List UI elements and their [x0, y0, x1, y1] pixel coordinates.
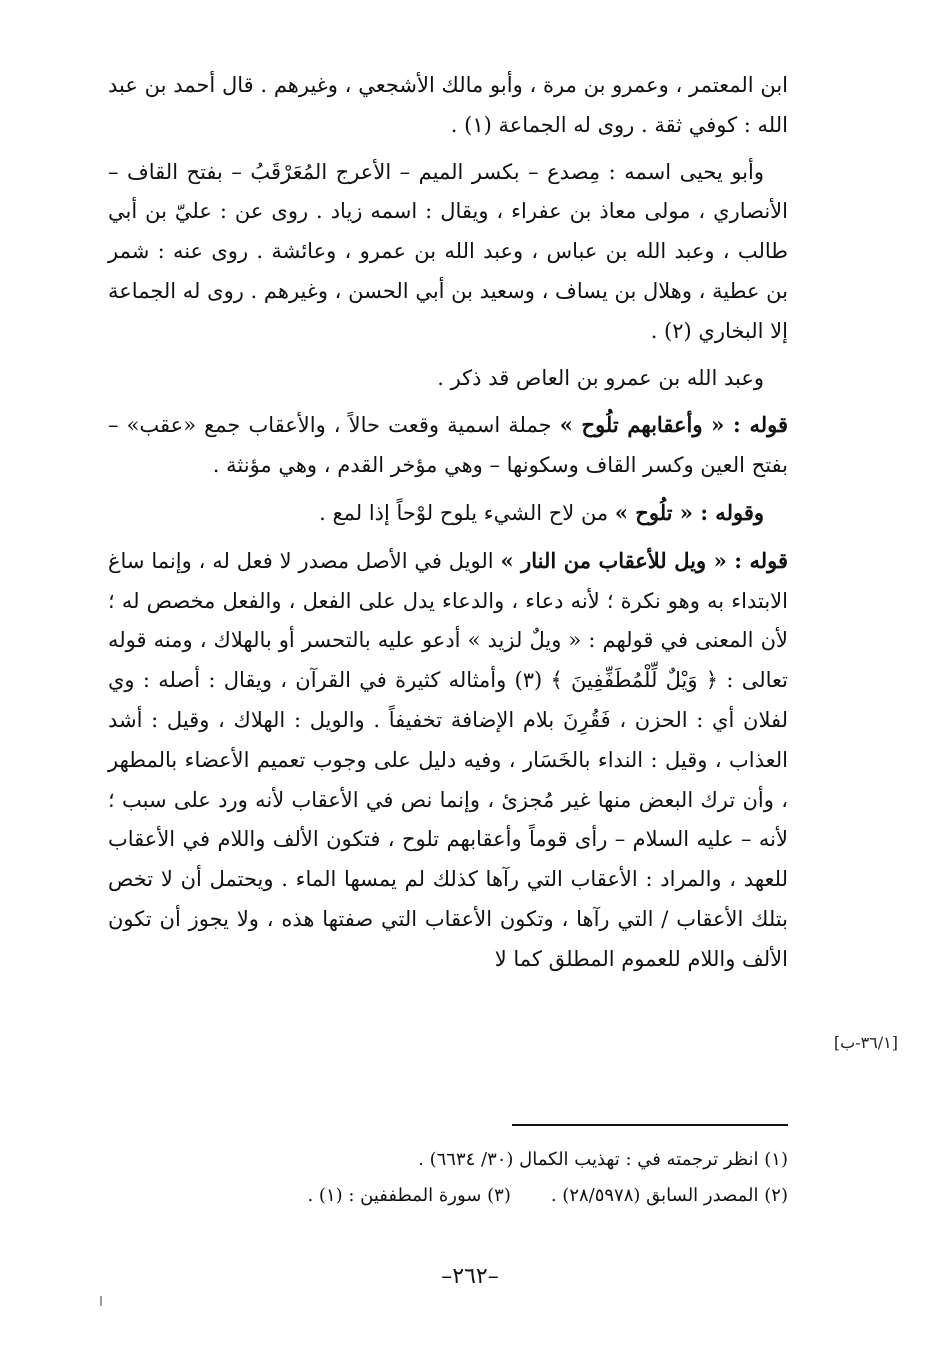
paragraph-5-text: من لاح الشيء يلوح لوْحاً إذا لمع .: [319, 500, 615, 525]
footnote-2: (٢) المصدر السابق (٢٨/٥٩٧٨) .: [550, 1185, 788, 1206]
paragraph-5: [108, 493, 788, 534]
page-number: –٢٦٢–: [441, 1264, 499, 1289]
footnote-divider: [512, 1124, 788, 1126]
quote-heading-2: وقوله : « تلُوح »: [614, 499, 764, 525]
main-text: [108, 66, 788, 987]
paragraph-6: [108, 541, 788, 980]
quote-heading-1: قوله : « وأعقابهم تلُوح »: [559, 412, 788, 438]
paragraph-2: وأبو يحيى اسمه : مِصدع – بكسر الميم – الأعرج المُعَرْقَبُ – بفتح القاف – الأنصاري ، مولى معاذ بن عفراء ، ويقال : اسمه زياد . روى عن : عليّ بن أبي طالب ، وعبد الله بن عباس ، وعبد الله بن عمرو ، وعائشة . روى عنه : شمر بن عطية ، وهلال بن يساف ، وسعيد بن أبي الحسن ، وغيرهم . روى له الجماعة إلا البخاري (٢) .: [108, 159, 788, 343]
paragraph-3: وعبد الله بن عمرو بن العاص قد ذكر .: [437, 365, 764, 390]
paragraph-4: [108, 405, 788, 486]
paragraph-4-text: جملة اسمية وقعت حالاً ، والأعقاب جمع «عقب» – بفتح العين وكسر القاف وسكونها – وهي مؤخر القدم ، وهي مؤنثة .: [108, 413, 788, 478]
paragraph-6-text: الويل في الأصل مصدر لا فعل له ، وإنما ساغ الابتداء به وهو نكرة ؛ لأنه دعاء ، والدعاء يدل على الفعل ، والفعل مخصص له ؛ لأن المعنى في قولهم : « ويلٌ لزيد » أدعو عليه بالتحسر أو بالهلاك ، ومنه قوله تعالى : ﴿ وَيْلٌ لِّلْمُطَفِّفِينَ ﴾ (٣) وأمثاله كثيرة في القرآن ، ويقال : أصله : وي لفلان أي : الحزن ، فَقُرِنَ بلام الإضافة تخفيفاً . والويل : الهلاك ، وقيل : أشد العذاب ، وقيل : النداء بالخَسَار ، وفيه دليل على وجوب تعميم الأعضاء بالمطهر ، وأن ترك البعض منها غير مُجزئ ، وإنما نص في الأعقاب لأنه ورد على سبب ؛ لأنه – عليه السلام – رأى قوماً وأعقابهم تلوح ، فتكون الألف واللام في الأعقاب للعهد ، والمراد : الأعقاب التي رآها كذلك لم يمسها الماء . ويحتمل أن لا تخص بتلك الأعقاب / التي رآها ، وتكون الأعقاب التي صفتها هذه ، ولا يجوز أن تكون الألف واللام للعموم المطلق كما لا: [108, 548, 788, 971]
footnote-3: (٣) سورة المطففين : (١) .: [307, 1185, 511, 1206]
footnote-row-2: [108, 1178, 788, 1214]
manuscript-folio-note: [٣٦/١-ب]: [833, 1033, 898, 1052]
footnote-1: (١) انظر ترجمته في : تهذيب الكمال (٣٠/ ٦٦٣٤) .: [418, 1149, 788, 1170]
scan-edge-mark: [100, 1296, 102, 1306]
footnotes: [108, 1142, 788, 1214]
quote-heading-3: قوله : « ويل للأعقاب من النار »: [500, 547, 788, 573]
paragraph-1: ابن المعتمر ، وعمرو بن مرة ، وأبو مالك الأشجعي ، وغيرهم . قال أحمد بن عبد الله : كوفي ثقة . روى له الجماعة (١) .: [108, 73, 788, 137]
